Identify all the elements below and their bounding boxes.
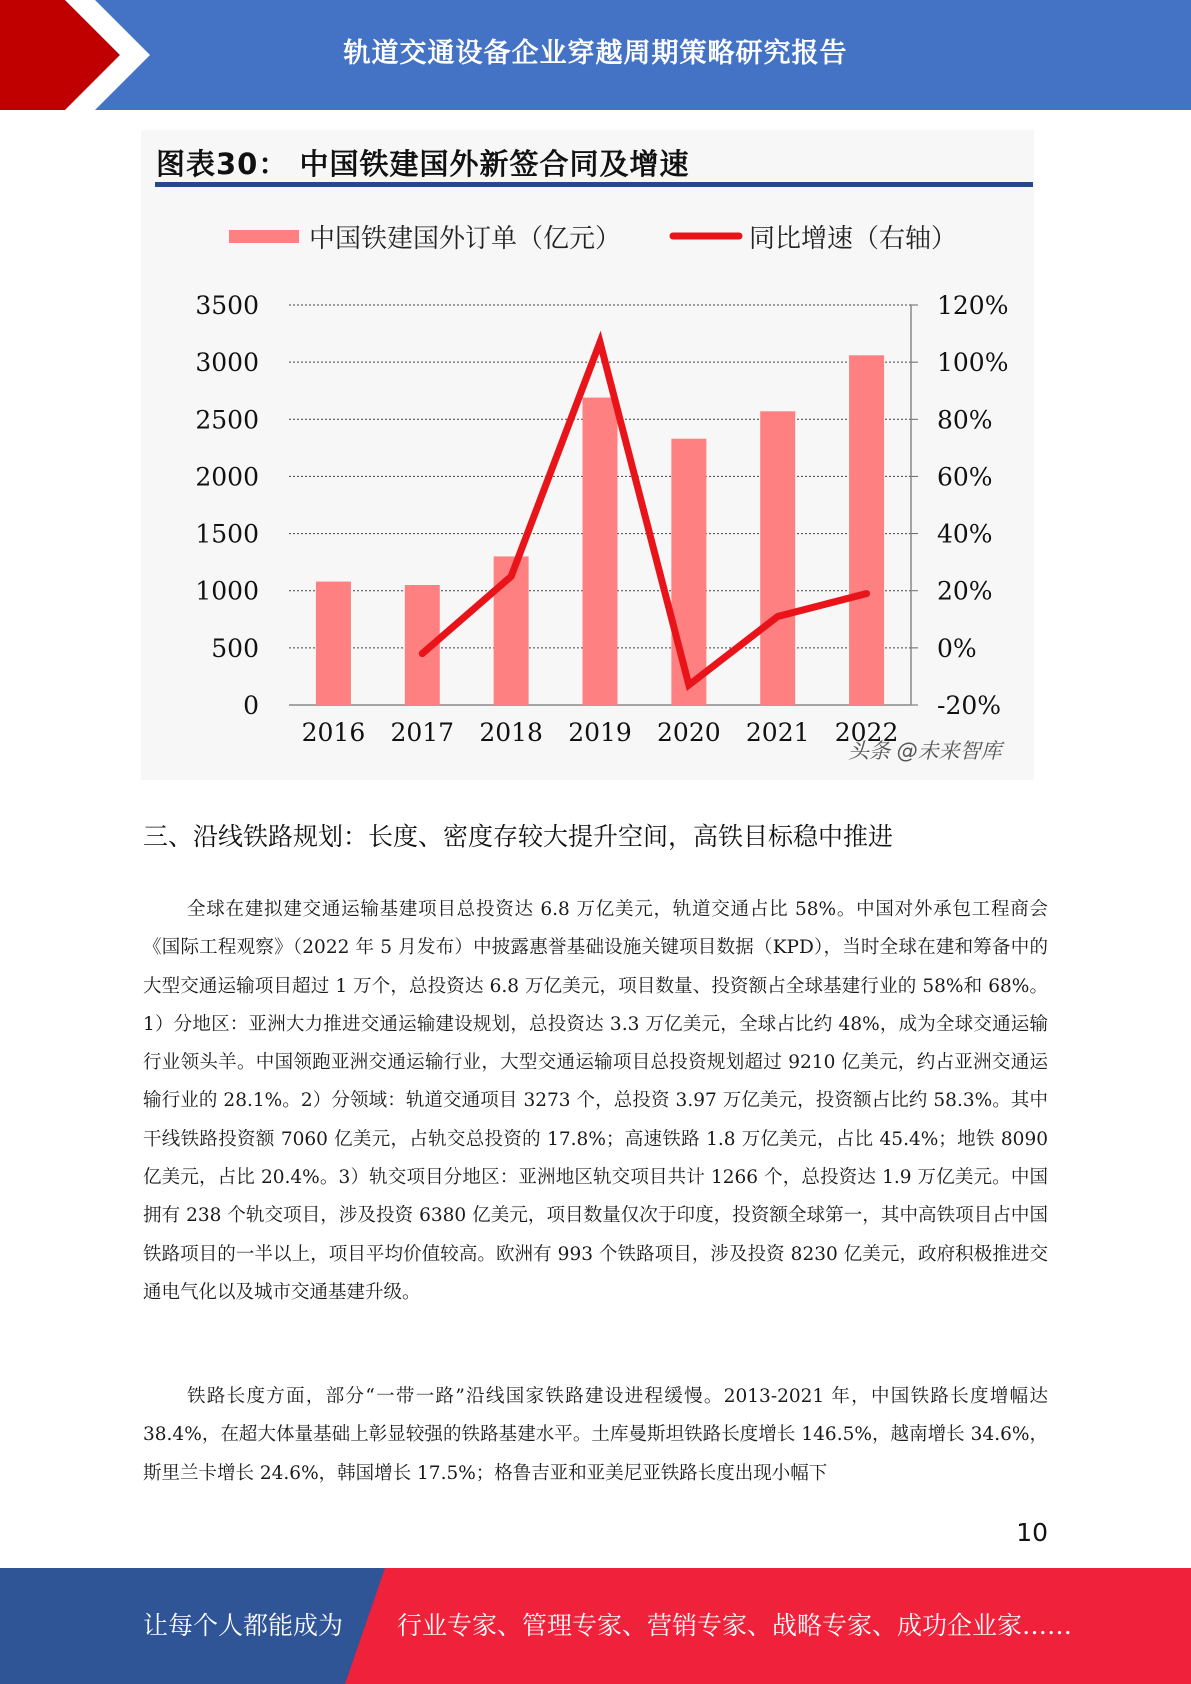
bar: [316, 582, 351, 705]
watermark: 头条 @未来智库: [848, 739, 1002, 763]
report-title: 轨道交通设备企业穿越周期策略研究报告: [343, 37, 848, 69]
line-point: [600, 342, 601, 343]
right-axis-tick-label: 0%: [937, 633, 977, 663]
bar-line-chart: [141, 130, 1034, 780]
page-header: [0, 0, 1191, 110]
line-point: [511, 576, 512, 577]
left-axis-tick-label: 2000: [195, 462, 259, 492]
right-axis-tick-label: 20%: [937, 576, 993, 606]
line-point: [866, 593, 867, 594]
right-axis-tick-label: 120%: [937, 291, 1009, 320]
x-axis-tick-label: 2020: [657, 718, 721, 747]
left-axis-tick-label: 3000: [195, 348, 259, 378]
growth-line: [422, 342, 866, 685]
bar: [849, 355, 884, 705]
left-axis-tick-label: 1500: [195, 519, 259, 549]
x-axis-tick-label: 2021: [745, 718, 810, 747]
left-axis-tick-label: 0: [243, 691, 259, 720]
x-axis-tick-label: 2017: [390, 718, 455, 747]
left-axis-tick-label: 1000: [195, 576, 259, 606]
x-axis-tick-label: 2016: [301, 718, 366, 747]
figure-title: 图表30： 中国铁建国外新签合同及增速: [156, 147, 690, 181]
chart-figure: [141, 130, 1034, 780]
footer-slogan-right: 行业专家、管理专家、营销专家、战略专家、成功企业家……: [397, 1611, 1073, 1640]
x-axis-tick-label: 2022: [834, 718, 899, 747]
right-axis-tick-label: 80%: [937, 405, 993, 435]
right-axis-tick-label: 60%: [937, 462, 993, 492]
legend-line-label: 同比增速（右轴）: [749, 224, 958, 254]
left-axis-tick-label: 3500: [195, 291, 259, 320]
x-axis-tick-label: 2018: [479, 718, 543, 747]
bar: [760, 411, 795, 705]
right-axis-tick-label: 100%: [937, 348, 1009, 378]
body-paragraph: 铁路长度方面，部分“一带一路”沿线国家铁路建设进程缓慢。2013-2021 年，中国铁路长度增幅达 38.4%，在超大体量基础上彰显较强的铁路基建水平。土库曼斯坦铁路长度增长 146.5%，越南增长 34.6%，斯里兰卡增长 24.6%，韩国增长 17.5%；格鲁吉亚和亚美尼亚铁路长度出现小幅下: [143, 1386, 1048, 1484]
footer-slogan-left: 让每个人都能成为: [143, 1611, 344, 1640]
left-axis-tick-label: 2500: [195, 405, 259, 435]
x-axis-tick-label: 2019: [568, 718, 632, 747]
right-axis-tick-label: -20%: [937, 691, 1002, 720]
bar: [671, 439, 706, 705]
page-number: 10: [1016, 1518, 1048, 1547]
page-footer: [0, 1568, 1191, 1684]
line-point: [688, 685, 689, 686]
bar: [583, 398, 618, 705]
line-point: [422, 653, 423, 654]
left-axis-tick-label: 500: [211, 633, 259, 663]
legend-bar-swatch: [229, 230, 299, 243]
body-paragraph: 全球在建拟建交通运输基建项目总投资达 6.8 万亿美元，轨道交通占比 58%。中国对外承包工程商会《国际工程观察》（2022 年 5 月发布）中披露惠誉基础设施关键项目数据（KPD），当时全球在建和筹备中的大型交通运输项目超过 1 万个，总投资达 6.8 万亿美元，项目数量、投资额占全球基建行业的 58%和 68%。1）分地区：亚洲大力推进交通运输建设规划，总投资达 3.3 万亿美元，全球占比约 48%，成为全球交通运输行业领头羊。中国领跑亚洲交通运输行业，大型交通运输项目总投资规划超过 9210 亿美元，约占亚洲交通运输行业的 28.1%。2）分领域：轨道交通项目 3273 个，总投资 3.97 万亿美元，投资额占比约 58.3%。其中干线铁路投资额 7060 亿美元，占轨交总投资的 17.8%；高速铁路 1.8 万亿美元，占比 45.4%；地铁 8090 亿美元，占比 20.4%。3）轨交项目分地区：亚洲地区轨交项目共计 1266 个，总投资达 1.9 万亿美元。中国拥有 238 个轨交项目，涉及投资 6380 亿美元，项目数量仅次于印度，投资额全球第一，其中高铁项目占中国铁路项目的一半以上，项目平均价值较高。欧洲有 993 个铁路项目，涉及投资 8230 亿美元，政府积极推进交通电气化以及城市交通基建升级。: [143, 899, 1048, 1303]
line-point: [777, 616, 778, 617]
right-axis-tick-label: 40%: [937, 519, 993, 549]
legend-bar-label: 中国铁建国外订单（亿元）: [309, 224, 622, 254]
section-heading: 三、沿线铁路规划：长度、密度存较大提升空间，高铁目标稳中推进: [143, 822, 894, 851]
